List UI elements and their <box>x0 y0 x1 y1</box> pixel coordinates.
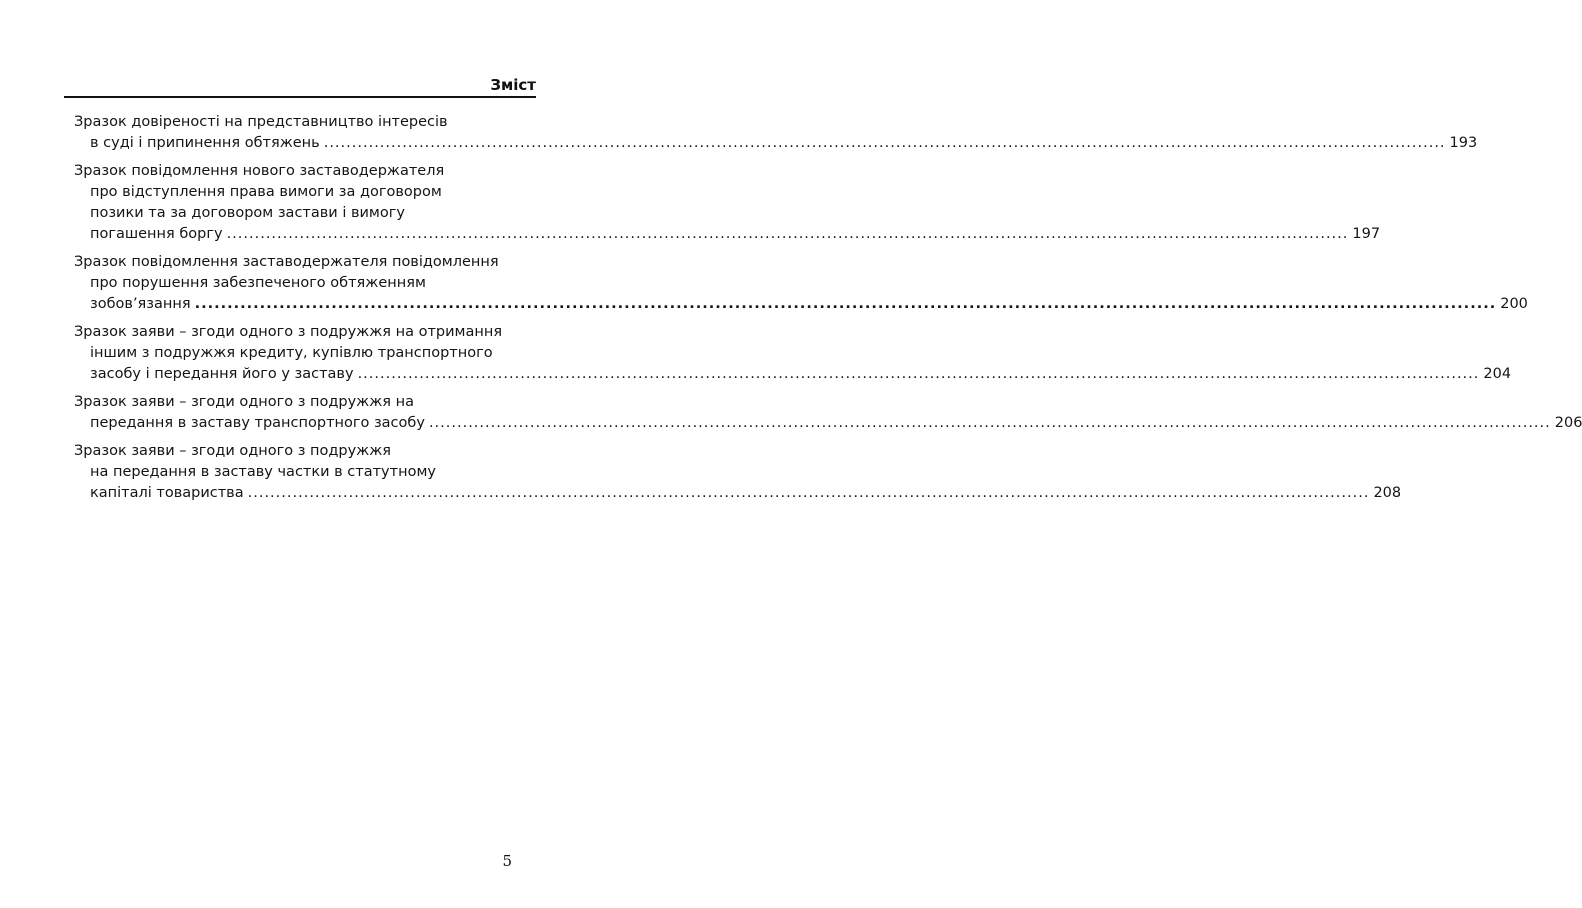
toc-entry-last-line <box>74 133 1478 154</box>
running-header-title: Зміст <box>490 76 536 94</box>
toc-entry-text: зобов’язання <box>90 296 191 312</box>
toc-entry-text: капіталі товариства <box>90 485 244 501</box>
toc-entry-line: про відступлення права вимоги за договором <box>90 184 442 200</box>
toc-entry-line: Зразок довіреності на представництво інтересів <box>74 114 448 130</box>
toc-entry-last-line <box>74 224 1381 245</box>
toc-entry <box>74 161 1381 245</box>
dot-leader: ........................................................................................................................................................................................................ <box>357 366 1480 382</box>
toc-entry-line: позики та за договором застави і вимогу <box>90 205 405 221</box>
toc-page-number: 197 <box>1352 226 1381 242</box>
toc-entry <box>74 441 1402 504</box>
toc-entry-line: Зразок заяви – згоди одного з подружжя на отримання <box>74 324 503 340</box>
toc-entry <box>74 252 1528 315</box>
toc-entry-text: засобу і передання його у заставу <box>90 366 354 382</box>
toc-page-number: 200 <box>1500 296 1528 312</box>
toc-page-number: 206 <box>1554 415 1582 431</box>
toc-entry-line: іншим з подружжя кредиту, купівлю транспортного <box>90 345 493 361</box>
toc-entry-line: Зразок повідомлення заставодержателя повідомлення <box>74 254 499 270</box>
toc-entry-line: Зразок заяви – згоди одного з подружжя на <box>74 394 414 410</box>
toc-page-number: 208 <box>1373 485 1402 501</box>
dot-leader: ........................................................................................................................................................................................................ <box>247 485 1370 501</box>
dot-leader: ........................................................................................................................................................................................................ <box>323 135 1446 151</box>
toc-entry <box>74 322 1512 385</box>
toc-entry-last-line <box>74 483 1402 504</box>
dot-leader: ........................................................................................................................................................................................................ <box>194 296 1497 312</box>
toc-entry-line: на передання в заставу частки в статутному <box>90 464 436 480</box>
toc-entry-line: Зразок повідомлення нового заставодержателя <box>74 163 445 179</box>
toc-entry-last-line <box>74 294 1528 315</box>
toc-entry-text: в суді і припинення обтяжень <box>90 135 320 151</box>
toc-entry-text: погашення боргу <box>90 226 223 242</box>
toc-entry-last-line <box>74 364 1512 385</box>
toc-entry-last-line <box>74 413 1582 434</box>
toc-entry <box>74 112 1478 154</box>
toc-page-number: 204 <box>1483 366 1512 382</box>
toc-entry-text: передання в заставу транспортного засобу <box>90 415 425 431</box>
page-number: 5 <box>502 852 512 870</box>
header-rule <box>64 96 536 98</box>
dot-leader: ........................................................................................................................................................................................................ <box>428 415 1551 431</box>
toc-entry-line: про порушення забезпеченого обтяженням <box>90 275 426 291</box>
toc-entry-line: Зразок заяви – згоди одного з подружжя <box>74 443 392 459</box>
dot-leader: ........................................................................................................................................................................................................ <box>226 226 1349 242</box>
toc-entry <box>74 392 1582 434</box>
table-of-contents <box>74 112 1582 511</box>
toc-page-number: 193 <box>1449 135 1478 151</box>
